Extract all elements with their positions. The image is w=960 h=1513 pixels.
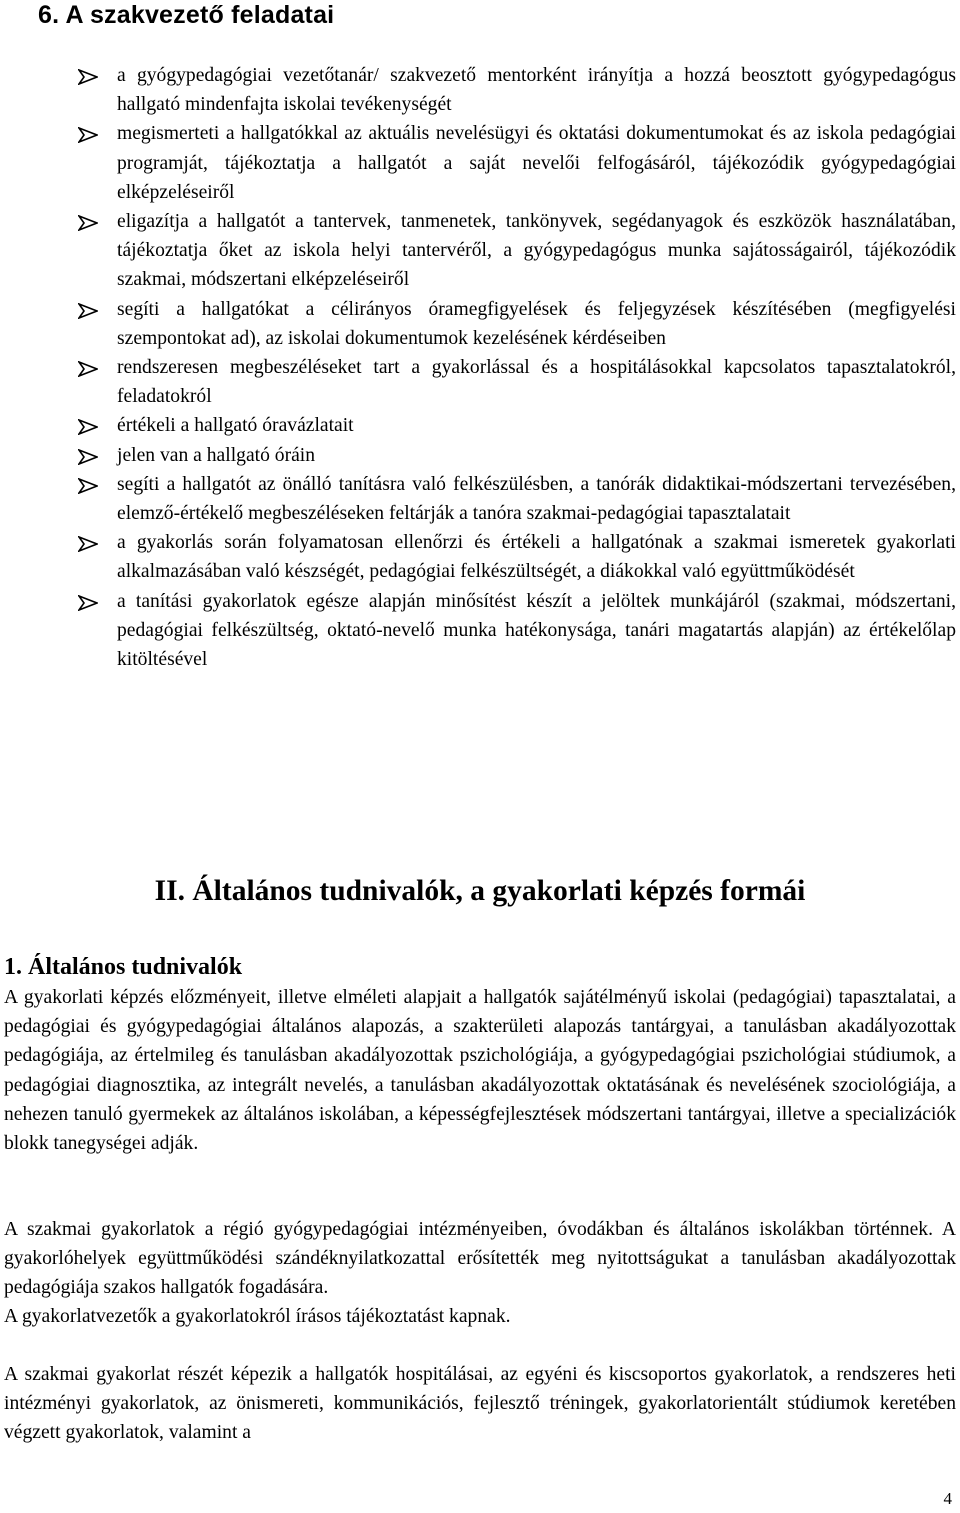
list-item [78,587,956,675]
list-item-text: a gyakorlás során folyamatosan ellenőrzi és értékeli a hallgatónak a szakmai ismeretek gyakorlati alkalmazásában való készségét, pedagógiai felkészültségét, a diákokkal való együttműködését [117,532,956,583]
list-item-text: segíti a hallgatót az önálló tanításra való felkészülésben, a tanórák didaktikai-módszertani tervezésében, elemző-értékelő megbeszéléseken feltárják a tanóra szakmai-pedagógiai tapasztalatait [117,473,956,525]
arrowhead-bullet-icon [78,595,98,611]
list-item [78,295,956,353]
list-item [78,207,956,295]
page-number: 4 [943,1489,952,1508]
list-item [78,528,956,586]
arrowhead-bullet-icon [78,419,98,435]
paragraph-supervisor-info: A gyakorlatvezetők a gyakorlatokról írásos tájékoztatást kapnak. [4,1306,511,1327]
list-item [78,353,956,411]
list-item [78,119,956,207]
arrowhead-bullet-icon [78,215,98,231]
list-item-text: rendszeresen megbeszéléseket tart a gyakorlással és a hospitálásokkal kapcsolatos tapasztalatokról, feladatokról [117,357,956,408]
chapter-2-heading: II. Általános tudnivalók, a gyakorlati képzés formái [154,875,806,907]
list-item [78,470,956,528]
section-1-heading: 1. Általános tudnivalók [4,954,243,980]
list-item-text: segíti a hallgatókat a célirányos óramegfigyelések és feljegyzések készítésében (megfigyelési szempontokat ad), az iskolai dokumentumok kezelésének kérdéseiben [117,298,956,349]
arrowhead-bullet-icon [78,303,98,319]
paragraph-practice-sites: A szakmai gyakorlatok a régió gyógypedagógiai intézményeiben, óvodákban és általános iskolákban történnek. A gyakorlóhelyek együttműködési szándéknyilatkozattal erősítették meg nyitottságukat a tanulásban akadályozottak pedagógiája szakos hallgatók fogadására. [4,1219,956,1299]
list-item-text: a gyógypedagógiai vezetőtanár/ szakvezető mentorként irányítja a hozzá beosztott gyógypedagógus hallgató mindenfajta iskolai tevékenységét [117,65,956,116]
list-item [78,441,956,470]
arrowhead-bullet-icon [78,361,98,377]
list-item-text: a tanítási gyakorlatok egésze alapján minősítést készít a jelöltek munkájáról (szakmai, módszertani, pedagógiai felkészültség, oktató-nevelő munka hatékonysága, tanári magatartás alapján) az értékelőlap kitöltésével [117,590,956,671]
paragraph-practice-parts: A szakmai gyakorlat részét képezik a hallgatók hospitálásai, az egyéni és kiscsoportos gyakorlatok, a rendszeres heti intézményi gyakorlatok, az önismereti, kommunikációs, fejlesztő tréningek, gyakorlatorientált stúdiumok keretében végzett gyakorlatok, valamint a [4,1364,956,1444]
supervisor-duties-list [78,61,956,674]
list-item-text: értékeli a hallgató óravázlatait [117,415,354,437]
section-6-heading: 6. A szakvezető feladatai [38,1,335,29]
arrowhead-bullet-icon [78,478,98,494]
arrowhead-bullet-icon [78,536,98,552]
list-item [78,61,956,119]
paragraph-preconditions: A gyakorlati képzés előzményeit, illetve elméleti alapjait a hallgatók sajátélményű iskolai (pedagógiai) tapasztalatai, a pedagógiai és gyógypedagógiai általános alapozás, a szakterületi alapozás tantárgyai, a tanulásban akadályozottak pedagógiája, az értelmileg és tanulásban akadályozottak pszichológiája, a gyógypedagógiai pszichológiai stúdiumok, a pedagógiai diagnosztika, az integrált nevelés, a tanulásban akadályozottak oktatásának és nevelésének szociológiája, a nehezen tanuló gyermekek az általános iskolában, a képességfejlesztések módszertani tantárgyai, illetve a specializációk blokk tanegységei adják. [4,987,956,1155]
arrowhead-bullet-icon [78,449,98,465]
list-item-text: megismerteti a hallgatókkal az aktuális nevelésügyi és oktatási dokumentumokat és az iskola pedagógiai programját, tájékoztatja a hallgatót a saját nevelői felfogásáról, tájékozódik gyógypedagógiai elképzeléseiről [117,123,956,203]
list-item-text: eligazítja a hallgatót a tantervek, tanmenetek, tankönyvek, segédanyagok és eszközök használatában, tájékoztatja őket az iskola helyi tantervéről, a gyógypedagógus munka sajátosságairól, tájékozódik szakmai, módszertani elképzeléseiről [117,211,956,291]
arrowhead-bullet-icon [78,127,98,143]
list-item-text: jelen van a hallgató óráin [117,444,316,466]
arrowhead-bullet-icon [78,69,98,85]
list-item [78,411,956,440]
